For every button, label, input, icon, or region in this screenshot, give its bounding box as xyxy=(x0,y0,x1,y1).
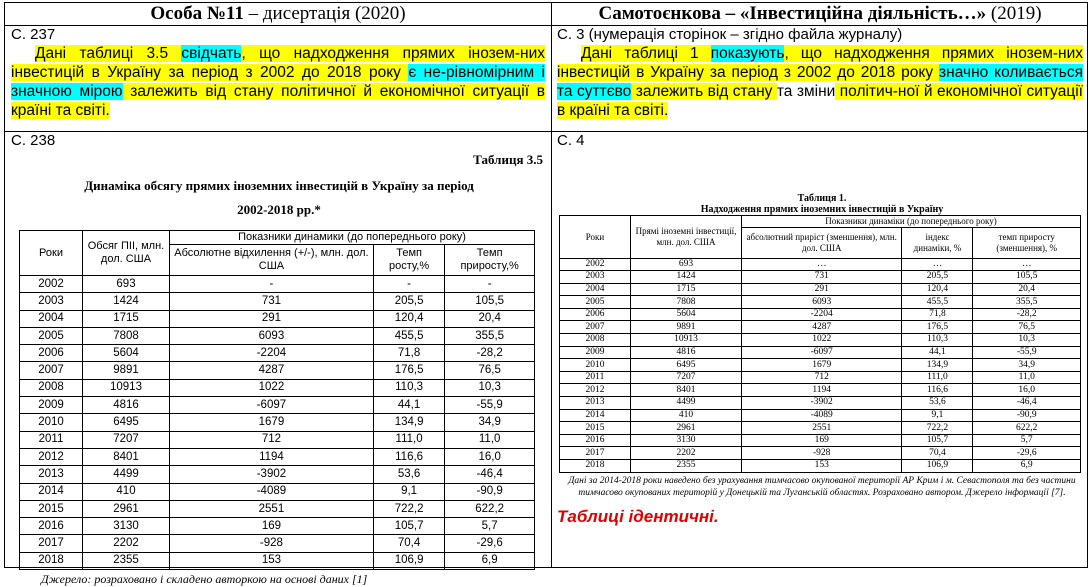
left-th-abs: Абсолютне відхилення (+/-), млн. дол. США xyxy=(170,245,374,276)
table-cell: 2004 xyxy=(20,310,83,327)
table-row xyxy=(20,345,535,362)
table-cell: 8401 xyxy=(83,448,170,465)
table-cell: 53,6 xyxy=(373,466,444,483)
table-row xyxy=(560,308,1081,321)
table-row xyxy=(20,552,535,569)
table-cell: 16,0 xyxy=(445,448,535,465)
table-row xyxy=(20,276,535,293)
left-table-title: Динаміка обсягу прямих іноземних інвестицій в Україну за період xyxy=(84,178,474,193)
table-cell: 5,7 xyxy=(973,434,1081,447)
paragraph-segment: політич-ної й економічної ситуації в країні та світі. xyxy=(557,83,1083,119)
table-row xyxy=(560,371,1081,384)
right-table-body xyxy=(560,258,1081,472)
left-paragraph xyxy=(11,44,545,120)
table-cell: 105,7 xyxy=(902,434,973,447)
left-table-source: Джерело: розраховано і складено авторкою на основі даних [1] xyxy=(41,572,368,587)
table-cell: 2014 xyxy=(20,483,83,500)
right-table-note: Дані за 2014-2018 роки наведено без урахування тимчасово окупованої території АР Крим і м. Севастополя та без частини тимчасово окупованих територій у Донецькій та Луганській областях. Розраховано автором. Джерело інформації [7]. xyxy=(568,475,1076,498)
table-cell: 20,4 xyxy=(973,283,1081,296)
table-cell: 11,0 xyxy=(973,371,1081,384)
left-th-growth: Темп росту,% xyxy=(373,245,444,276)
table-row xyxy=(560,283,1081,296)
table-cell: 2017 xyxy=(20,535,83,552)
table-cell: 2018 xyxy=(560,460,631,473)
left-table-period: 2002-2018 рр.* xyxy=(237,202,321,217)
table-row xyxy=(20,500,535,517)
table-cell: -2204 xyxy=(170,345,374,362)
right-th-group: Показники динаміки (до попереднього року) xyxy=(742,216,1081,228)
table-cell: 2005 xyxy=(20,327,83,344)
table-cell: 2004 xyxy=(560,283,631,296)
table-cell: -3902 xyxy=(170,466,374,483)
table-cell: … xyxy=(742,258,902,271)
table-cell: 1194 xyxy=(742,384,902,397)
right-data-table xyxy=(559,215,1081,473)
table-cell: -928 xyxy=(170,535,374,552)
table-cell: -2204 xyxy=(742,308,902,321)
table-cell: 1679 xyxy=(742,359,902,372)
table-cell: 2015 xyxy=(20,500,83,517)
table-cell: 2009 xyxy=(560,346,631,359)
table-cell: 2961 xyxy=(631,422,742,435)
table-cell: -3902 xyxy=(742,397,902,410)
table-cell: 105,5 xyxy=(445,293,535,310)
left-table-page: С. 238 xyxy=(11,132,56,149)
table-cell: 2003 xyxy=(560,271,631,284)
paragraph-segment: та зміни xyxy=(776,83,836,100)
table-row xyxy=(560,346,1081,359)
comparison-grid xyxy=(4,2,1088,587)
table-cell: 693 xyxy=(631,258,742,271)
table-row xyxy=(20,466,535,483)
table-cell: 4816 xyxy=(631,346,742,359)
table-cell: 120,4 xyxy=(902,283,973,296)
right-th-fdi: Прямі іноземні інвестиції, млн. дол. США xyxy=(631,216,742,259)
table-row xyxy=(20,397,535,414)
table-cell: 2013 xyxy=(20,466,83,483)
table-row xyxy=(560,359,1081,372)
table-cell: 2005 xyxy=(560,296,631,309)
table-row xyxy=(560,460,1081,473)
left-data-table xyxy=(19,230,535,570)
table-cell: 106,9 xyxy=(902,460,973,473)
right-table-label: Таблиця 1. xyxy=(797,193,847,204)
table-cell: 2017 xyxy=(560,447,631,460)
table-cell: 455,5 xyxy=(902,296,973,309)
table-cell: 2202 xyxy=(83,535,170,552)
table-cell: -28,2 xyxy=(445,345,535,362)
table-cell: 4499 xyxy=(83,466,170,483)
left-th-group: Показники динамики (до попереднього року) xyxy=(170,231,535,245)
table-cell: 10913 xyxy=(631,334,742,347)
table-cell: 10,3 xyxy=(445,379,535,396)
table-cell: 53,6 xyxy=(902,397,973,410)
table-cell: 455,5 xyxy=(373,327,444,344)
left-header-author: Особа №11 xyxy=(150,3,244,24)
table-cell: 4287 xyxy=(742,321,902,334)
table-cell: 2961 xyxy=(83,500,170,517)
table-cell: 622,2 xyxy=(445,500,535,517)
table-cell: 731 xyxy=(742,271,902,284)
table-cell: 2015 xyxy=(560,422,631,435)
table-cell: 410 xyxy=(631,409,742,422)
right-table-cell xyxy=(557,132,1087,568)
left-th-incr: Темп приросту,% xyxy=(445,245,535,276)
table-cell: 355,5 xyxy=(973,296,1081,309)
table-row xyxy=(560,334,1081,347)
table-cell: 70,4 xyxy=(902,447,973,460)
paragraph-segment: свідчать xyxy=(181,45,242,62)
table-row xyxy=(20,293,535,310)
table-cell: 10,3 xyxy=(973,334,1081,347)
table-cell: 1022 xyxy=(170,379,374,396)
paragraph-segment: залежить від стану xyxy=(631,83,777,100)
table-cell: 2355 xyxy=(631,460,742,473)
table-cell: 110,3 xyxy=(902,334,973,347)
table-cell: 355,5 xyxy=(445,327,535,344)
paragraph-segment: значно коливається та суттєво xyxy=(557,64,1083,100)
table-cell: 205,5 xyxy=(373,293,444,310)
table-row xyxy=(20,535,535,552)
table-cell: 11,0 xyxy=(445,431,535,448)
right-th-index: індекс динаміки, % xyxy=(902,227,973,258)
table-row xyxy=(20,483,535,500)
table-cell: - xyxy=(445,276,535,293)
table-cell: -928 xyxy=(742,447,902,460)
table-cell: 9,1 xyxy=(373,483,444,500)
table-cell: 76,5 xyxy=(973,321,1081,334)
table-cell: -29,6 xyxy=(445,535,535,552)
table-cell: 6495 xyxy=(83,414,170,431)
table-cell: 71,8 xyxy=(902,308,973,321)
table-row xyxy=(560,258,1081,271)
table-cell: 2011 xyxy=(20,431,83,448)
table-cell: 1424 xyxy=(83,293,170,310)
right-text-cell xyxy=(557,26,1083,130)
table-cell: 2202 xyxy=(631,447,742,460)
table-cell: 1715 xyxy=(631,283,742,296)
table-row xyxy=(560,296,1081,309)
table-cell: 2003 xyxy=(20,293,83,310)
left-table-cell xyxy=(11,132,547,587)
paragraph-segment: показують xyxy=(710,45,785,62)
table-cell: 2009 xyxy=(20,397,83,414)
table-cell: 693 xyxy=(83,276,170,293)
table-cell: 2014 xyxy=(560,409,631,422)
table-cell: -46,4 xyxy=(973,397,1081,410)
table-cell: 2018 xyxy=(20,552,83,569)
table-row xyxy=(560,384,1081,397)
table-cell: 16,0 xyxy=(973,384,1081,397)
table-cell: 76,5 xyxy=(445,362,535,379)
table-cell: 44,1 xyxy=(902,346,973,359)
table-row xyxy=(560,409,1081,422)
table-cell: 1679 xyxy=(170,414,374,431)
table-cell: 70,4 xyxy=(373,535,444,552)
table-cell: 34,9 xyxy=(445,414,535,431)
table-cell: -90,9 xyxy=(445,483,535,500)
table-cell: 153 xyxy=(742,460,902,473)
table-cell: 2012 xyxy=(20,448,83,465)
table-cell: 9891 xyxy=(631,321,742,334)
table-cell: 2010 xyxy=(20,414,83,431)
table-cell: 6495 xyxy=(631,359,742,372)
table-cell: 722,2 xyxy=(373,500,444,517)
table-cell: 134,9 xyxy=(373,414,444,431)
left-header-work: – дисертація (2020) xyxy=(243,3,406,24)
table-cell: -90,9 xyxy=(973,409,1081,422)
left-table-body xyxy=(20,276,535,570)
table-cell: -29,6 xyxy=(973,447,1081,460)
table-cell: 2551 xyxy=(742,422,902,435)
table-cell: 1022 xyxy=(742,334,902,347)
table-cell: 2006 xyxy=(560,308,631,321)
table-cell: 3130 xyxy=(83,518,170,535)
table-row xyxy=(560,434,1081,447)
table-cell: 2010 xyxy=(560,359,631,372)
table-cell: -28,2 xyxy=(973,308,1081,321)
left-text-cell xyxy=(11,26,545,130)
table-cell: 4287 xyxy=(170,362,374,379)
table-cell: 2007 xyxy=(560,321,631,334)
table-cell: 4816 xyxy=(83,397,170,414)
table-row xyxy=(20,379,535,396)
table-cell: 2006 xyxy=(20,345,83,362)
table-cell: 6,9 xyxy=(973,460,1081,473)
table-cell: 205,5 xyxy=(902,271,973,284)
table-cell: 410 xyxy=(83,483,170,500)
table-cell: 169 xyxy=(170,518,374,535)
table-cell: -4089 xyxy=(170,483,374,500)
table-cell: -55,9 xyxy=(973,346,1081,359)
table-cell: 9891 xyxy=(83,362,170,379)
table-cell: 731 xyxy=(170,293,374,310)
paragraph-segment: , що надходження прямих інозем-них інвестицій в Україну за період з 2002 до 2018 року xyxy=(11,45,545,81)
table-row xyxy=(20,518,535,535)
table-cell: 7808 xyxy=(83,327,170,344)
right-th-abs: абсолютний приріст (зменшення), млн. дол. США xyxy=(742,227,902,258)
table-cell: 3130 xyxy=(631,434,742,447)
table-cell: 9,1 xyxy=(902,409,973,422)
table-cell: … xyxy=(902,258,973,271)
right-paragraph xyxy=(557,44,1083,120)
table-cell: 2007 xyxy=(20,362,83,379)
paragraph-segment: залежить від стану політичної й економічної ситуації в країні та світі. xyxy=(11,83,545,119)
table-cell: 116,6 xyxy=(902,384,973,397)
table-cell: 176,5 xyxy=(373,362,444,379)
table-cell: -6097 xyxy=(742,346,902,359)
table-cell: 10913 xyxy=(83,379,170,396)
paragraph-segment: , що надходження прямих інозем-них інвестицій в Україну за період з 2002 до 2018 року xyxy=(557,45,1083,81)
table-cell: 712 xyxy=(742,371,902,384)
table-row xyxy=(20,431,535,448)
table-row xyxy=(560,397,1081,410)
table-cell: 8401 xyxy=(631,384,742,397)
table-row xyxy=(560,422,1081,435)
right-table-title: Надходження прямих іноземних інвестицій в Україну xyxy=(700,204,944,215)
right-page-number: С. 3 (нумерація сторінок – згідно файла журналу) xyxy=(557,26,903,43)
table-row xyxy=(560,271,1081,284)
table-cell: … xyxy=(973,258,1081,271)
paragraph-segment: Дані таблиці 1 xyxy=(581,45,711,62)
table-cell: 105,5 xyxy=(973,271,1081,284)
table-cell: 116,6 xyxy=(373,448,444,465)
table-cell: 2002 xyxy=(20,276,83,293)
table-cell: 2016 xyxy=(20,518,83,535)
table-cell: 120,4 xyxy=(373,310,444,327)
table-cell: 7207 xyxy=(631,371,742,384)
table-cell: 110,3 xyxy=(373,379,444,396)
table-cell: 6093 xyxy=(742,296,902,309)
table-row xyxy=(20,327,535,344)
right-header xyxy=(552,3,1088,25)
table-cell: 622,2 xyxy=(973,422,1081,435)
table-cell: 153 xyxy=(170,552,374,569)
table-cell: 2551 xyxy=(170,500,374,517)
table-cell: - xyxy=(170,276,374,293)
table-cell: 2011 xyxy=(560,371,631,384)
table-row xyxy=(20,448,535,465)
table-cell: 6,9 xyxy=(445,552,535,569)
table-cell: 1715 xyxy=(83,310,170,327)
table-cell: -6097 xyxy=(170,397,374,414)
table-cell: 105,7 xyxy=(373,518,444,535)
left-th-years: Роки xyxy=(20,231,83,276)
table-cell: 2012 xyxy=(560,384,631,397)
table-cell: 1194 xyxy=(170,448,374,465)
table-cell: 2355 xyxy=(83,552,170,569)
right-table-page: С. 4 xyxy=(557,132,585,149)
table-cell: 4499 xyxy=(631,397,742,410)
table-cell: 71,8 xyxy=(373,345,444,362)
table-cell: 5604 xyxy=(631,308,742,321)
right-header-work: (2019) xyxy=(986,3,1042,24)
table-cell: 20,4 xyxy=(445,310,535,327)
table-cell: 106,9 xyxy=(373,552,444,569)
table-cell: 176,5 xyxy=(902,321,973,334)
table-cell: -4089 xyxy=(742,409,902,422)
paragraph-segment: є не-рівномірним і значною мірою xyxy=(11,64,545,100)
table-cell: 291 xyxy=(170,310,374,327)
left-table-label: Таблиця 3.5 xyxy=(473,152,543,167)
table-row xyxy=(560,447,1081,460)
table-row xyxy=(560,321,1081,334)
column-divider xyxy=(551,3,552,567)
paragraph-segment: Дані таблиці 3.5 xyxy=(35,45,182,62)
table-cell: 1424 xyxy=(631,271,742,284)
table-cell: 722,2 xyxy=(902,422,973,435)
table-cell: 111,0 xyxy=(373,431,444,448)
table-cell: - xyxy=(373,276,444,293)
table-cell: 712 xyxy=(170,431,374,448)
table-row xyxy=(20,362,535,379)
left-th-fdi: Обсяг ПІІ, млн. дол. США xyxy=(83,231,170,276)
table-cell: 169 xyxy=(742,434,902,447)
table-cell: -55,9 xyxy=(445,397,535,414)
right-header-author: Самотоєнкова – «Інвестиційна діяльність…» xyxy=(598,3,987,24)
table-cell: 7207 xyxy=(83,431,170,448)
table-cell: 291 xyxy=(742,283,902,296)
table-cell: 2008 xyxy=(560,334,631,347)
table-cell: 2013 xyxy=(560,397,631,410)
table-cell: 6093 xyxy=(170,327,374,344)
table-cell: 111,0 xyxy=(902,371,973,384)
table-cell: 34,9 xyxy=(973,359,1081,372)
table-cell: -46,4 xyxy=(445,466,535,483)
table-cell: 7808 xyxy=(631,296,742,309)
table-cell: 134,9 xyxy=(902,359,973,372)
table-cell: 2008 xyxy=(20,379,83,396)
table-cell: 44,1 xyxy=(373,397,444,414)
conclusion-text: Таблиці ідентичні. xyxy=(557,506,719,526)
right-th-years: Роки xyxy=(560,216,631,259)
table-cell: 2016 xyxy=(560,434,631,447)
right-th-incr: темп приросту (зменшення), % xyxy=(973,227,1081,258)
left-page-number: С. 237 xyxy=(11,26,56,43)
left-header xyxy=(5,3,551,25)
table-cell: 2002 xyxy=(560,258,631,271)
table-cell: 5,7 xyxy=(445,518,535,535)
table-row xyxy=(20,310,535,327)
table-cell: 5604 xyxy=(83,345,170,362)
table-row xyxy=(20,414,535,431)
